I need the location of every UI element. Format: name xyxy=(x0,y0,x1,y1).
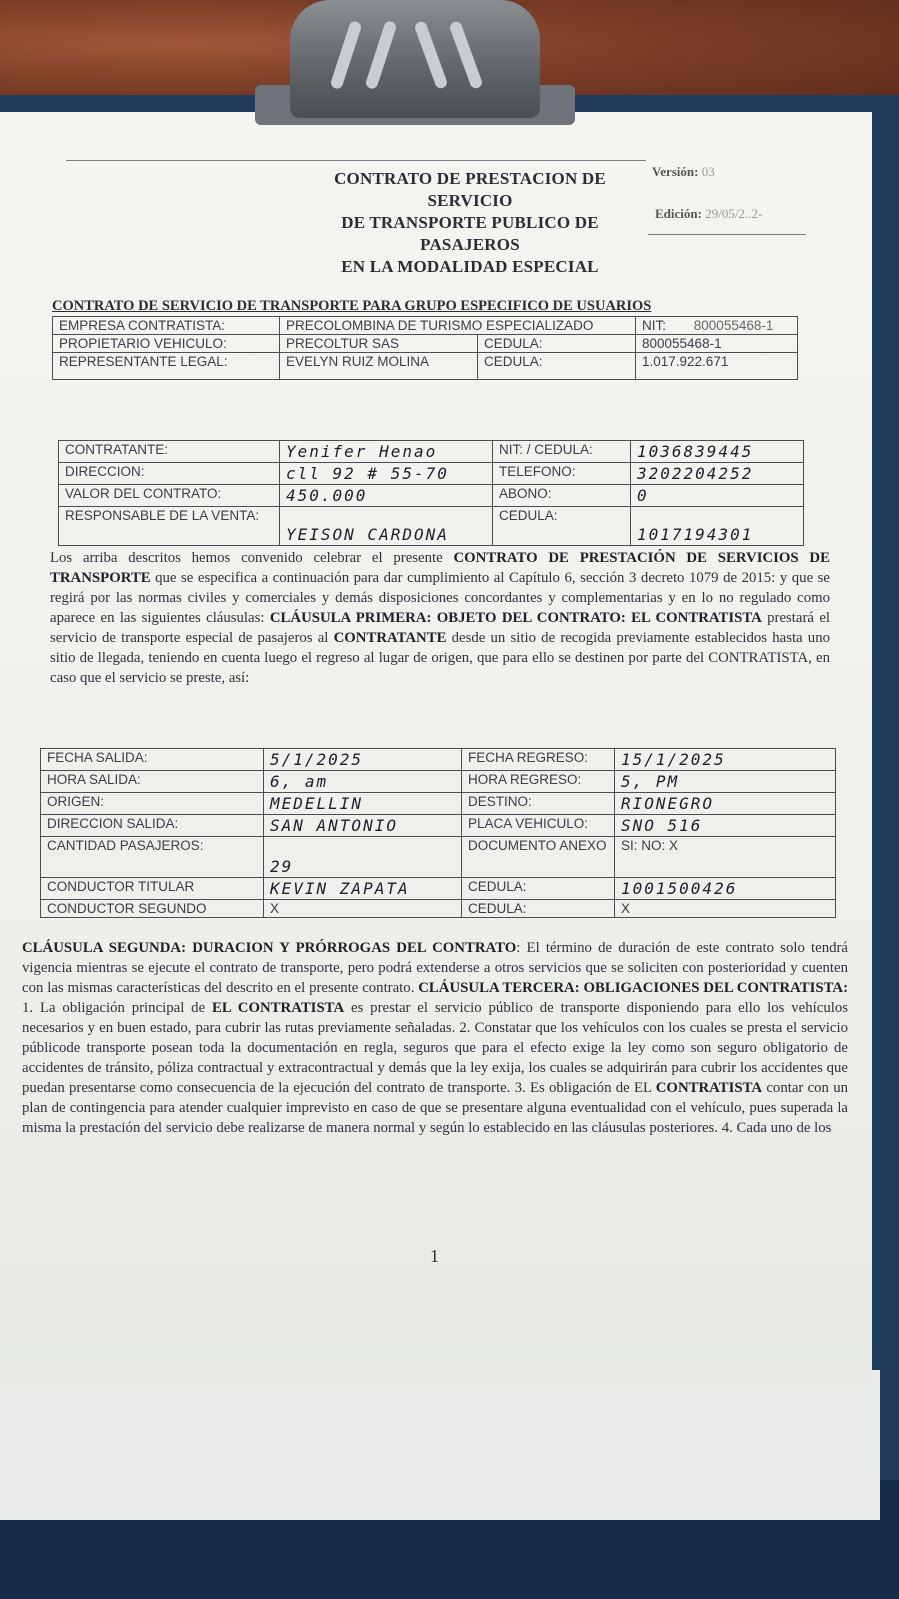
cell-label: HORA SALIDA: xyxy=(41,771,264,793)
cell-handwritten: 1001500426 xyxy=(615,878,836,900)
paragraph-clause-2-3: CLÁUSULA SEGUNDA: DURACION Y PRÓRROGAS DEL CONTRATO: El término de duración de este contrato solo tendrá vigencia mientras se ejecute el contrato de transporte, pero podrá extenderse a otros servicios que se soliciten con posterioridad y cuenten con las mismas características del descrito en el presente contrato. CLÁUSULA TERCERA: OBLIGACIONES DEL CONTRATISTA: 1. La obligación principal de EL CONTRATISTA es prestar el servicio público de transporte disponiendo para ello los vehículos necesarios y en buen estado, para cubrir las rutas previamente señaladas. 2. Constatar que los vehículos con los cuales se presta el servicio públicode transporte posean toda la documentación en regla, seguros que para el efecto exige la ley como son seguro obligatorio de accidentes de tránsito, póliza contractual y extracontractual y demás que la ley exija, los cuales se adquirirán para cubrir los accidentes que puedan presentarse como consecuencia de la ejecución del contrato de transporte. 3. Es obligación de EL CONTRATISTA contar con un plan de contingencia para atender cualquier imprevisto en caso de que se presentare alguna eventualidad con el vehículo, pues superada la misma la prestación del servicio debe realizarse de manera normal y según lo establecido en las cláusulas posteriores. 4. Cada uno de los xyxy=(22,940,849,1136)
cell-label: DIRECCION SALIDA: xyxy=(41,815,264,837)
underlying-sheet xyxy=(0,1370,880,1520)
cell-label: DESTINO: xyxy=(462,793,615,815)
cell-label: CEDULA: xyxy=(462,878,615,900)
cell-label: CEDULA: xyxy=(462,900,615,918)
cell-label: TELEFONO: xyxy=(493,463,631,485)
cell-id-value: 1.017.922.671 xyxy=(636,353,798,380)
table-row xyxy=(53,335,798,353)
cell-id-label: CEDULA: xyxy=(478,335,636,353)
cell-annex: SI: NO: X xyxy=(615,837,836,878)
cell-handwritten: 450.000 xyxy=(280,485,493,507)
table-row xyxy=(41,837,836,878)
cell-label: EMPRESA CONTRATISTA: xyxy=(53,317,280,335)
table-row xyxy=(59,441,804,463)
table-row xyxy=(41,878,836,900)
cell-label: NIT: / CEDULA: xyxy=(493,441,631,463)
table-row xyxy=(53,317,798,335)
contract-page xyxy=(0,112,872,1384)
cell-value: PRECOLOMBINA DE TURISMO ESPECIALIZADO xyxy=(280,317,636,335)
cell-handwritten: cll 92 # 55-70 xyxy=(280,463,493,485)
cell-label: ORIGEN: xyxy=(41,793,264,815)
table-row xyxy=(53,353,798,380)
cell-handwritten: SNO 516 xyxy=(615,815,836,837)
paragraph-clause-1: Los arriba descritos hemos convenido celebrar el presente CONTRATO DE PRESTACIÓN DE SERVICIOS DE TRANSPORTE que se especifica a continuación para dar cumplimiento al Capítulo 6, sección 3 decreto 1079 de 2015: y que se regirá por las normas civiles y comerciales y demás disposiciones concordantes y complementarias y en lo no regulado como aparece en las siguientes cláusulas: CLÁUSULA PRIMERA: OBJETO DEL CONTRATO: EL CONTRATISTA prestará el servicio de transporte especial de pasajeros al CONTRATANTE desde un sitio de recogida previamente establecidos hasta uno sitio de llegada, teniendo en cuenta luego el regreso al lugar de origen, que para ello se destinen por parte del CONTRATISTA, en caso que el servicio se preste, así: xyxy=(50,550,831,686)
company-section-title: CONTRATO DE SERVICIO DE TRANSPORTE PARA GRUPO ESPECIFICO DE USUARIOS xyxy=(52,298,652,314)
cell-label: DIRECCION: xyxy=(59,463,280,485)
cell-handwritten: RIONEGRO xyxy=(615,793,836,815)
cell-label: CEDULA: xyxy=(493,507,631,546)
document-title xyxy=(290,168,650,278)
version: Versión: 03 xyxy=(652,164,715,179)
cell-label: FECHA REGRESO: xyxy=(462,749,615,771)
table-row xyxy=(59,485,804,507)
cell-label: VALOR DEL CONTRATO: xyxy=(59,485,280,507)
cell-handwritten: 15/1/2025 xyxy=(615,749,836,771)
binder-clip xyxy=(290,0,540,118)
cell-label: REPRESENTANTE LEGAL: xyxy=(53,353,280,380)
cell-handwritten: 0 xyxy=(631,485,804,507)
cell-handwritten: Yenifer Henao xyxy=(280,441,493,463)
cell-handwritten: MEDELLIN xyxy=(264,793,462,815)
clip-ridge xyxy=(448,20,483,90)
cell-label: CANTIDAD PASAJEROS: xyxy=(41,837,264,878)
cell-handwritten: 5/1/2025 xyxy=(264,749,462,771)
edition: Edición: 29/05/2..2- xyxy=(655,206,763,221)
cell-handwritten: 3202204252 xyxy=(631,463,804,485)
trip-table xyxy=(40,748,836,918)
table-row xyxy=(41,771,836,793)
cell-label: RESPONSABLE DE LA VENTA: xyxy=(59,507,280,546)
cell-value: X xyxy=(264,900,462,918)
cell-handwritten: 6, am xyxy=(264,771,462,793)
company-table xyxy=(52,316,798,380)
clip-ridge xyxy=(413,20,448,90)
cell-value: PRECOLTUR SAS xyxy=(280,335,478,353)
cell-label: PROPIETARIO VEHICULO: xyxy=(53,335,280,353)
cell-id-label: CEDULA: xyxy=(478,353,636,380)
page-number: 1 xyxy=(430,1246,439,1266)
client-table xyxy=(58,440,804,546)
cell-handwritten: 29 xyxy=(264,837,462,878)
table-row xyxy=(41,815,836,837)
table-row xyxy=(41,900,836,918)
cell-handwritten: YEISON CARDONA xyxy=(280,507,493,546)
clip-ridge xyxy=(329,20,362,90)
table-row xyxy=(41,749,836,771)
cell-value: EVELYN RUIZ MOLINA xyxy=(280,353,478,380)
cell-label: PLACA VEHICULO: xyxy=(462,815,615,837)
table-row xyxy=(59,507,804,546)
cell-label: DOCUMENTO ANEXO xyxy=(462,837,615,878)
cell-id: NIT: 800055468-1 xyxy=(636,317,798,335)
cell-label: CONTRATANTE: xyxy=(59,441,280,463)
title-line-2: DE TRANSPORTE PUBLICO DE PASAJEROS xyxy=(341,213,599,254)
cell-label: ABONO: xyxy=(493,485,631,507)
table-row xyxy=(59,463,804,485)
cell-handwritten: KEVIN ZAPATA xyxy=(264,878,462,900)
edition-rule xyxy=(648,234,806,235)
title-line-3: EN LA MODALIDAD ESPECIAL xyxy=(341,257,599,276)
cell-label: HORA REGRESO: xyxy=(462,771,615,793)
title-line-1: CONTRATO DE PRESTACION DE SERVICIO xyxy=(334,169,606,210)
cell-label: CONDUCTOR TITULAR xyxy=(41,878,264,900)
cell-handwritten: 1017194301 xyxy=(631,507,804,546)
cell-id-value: 800055468-1 xyxy=(636,335,798,353)
cell-label: FECHA SALIDA: xyxy=(41,749,264,771)
cell-label: CONDUCTOR SEGUNDO xyxy=(41,900,264,918)
table-row xyxy=(41,793,836,815)
cell-handwritten: SAN ANTONIO xyxy=(264,815,462,837)
cell-handwritten: 5, PM xyxy=(615,771,836,793)
cell-handwritten: 1036839445 xyxy=(631,441,804,463)
cell-value: X xyxy=(615,900,836,918)
clip-ridge xyxy=(364,20,397,90)
top-rule xyxy=(66,160,646,161)
